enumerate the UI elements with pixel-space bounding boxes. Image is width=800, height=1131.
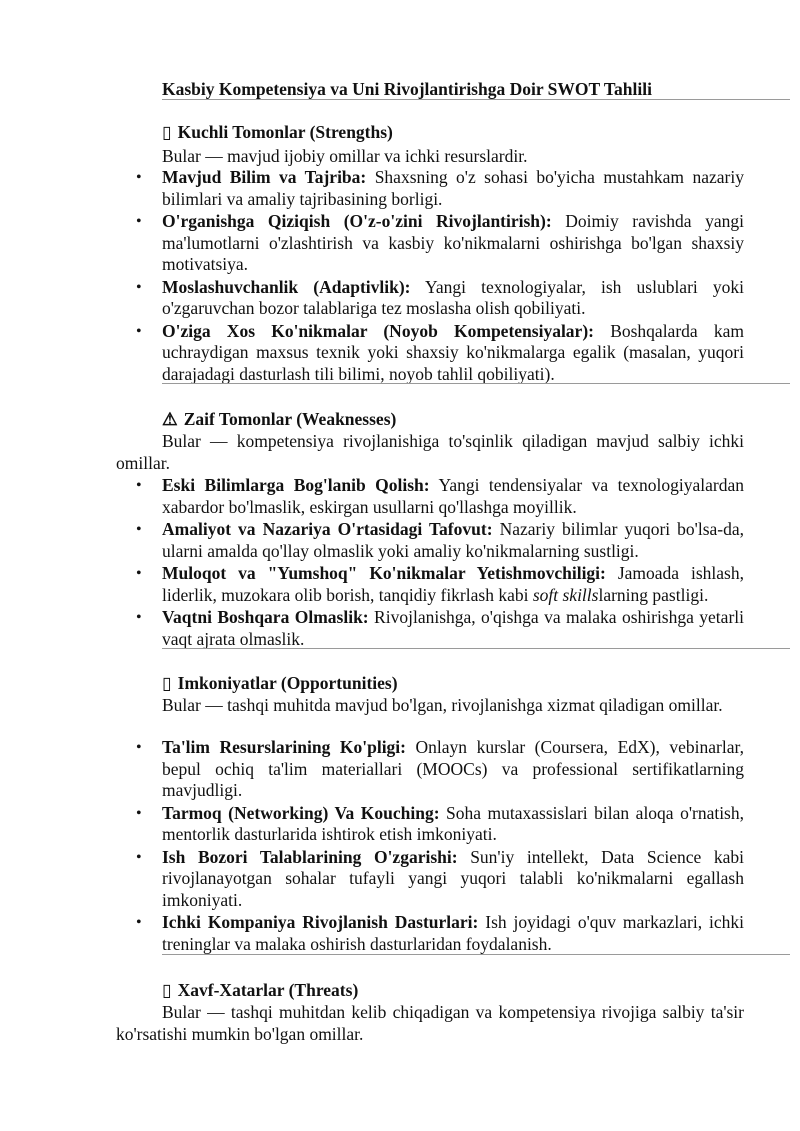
section-intro-strengths: Bular — mavjud ijobiy omillar va ichki resurslardir. bbox=[162, 146, 528, 166]
bullet-icon: • bbox=[136, 322, 142, 340]
bullet-icon: • bbox=[136, 804, 142, 822]
list-item: • Moslashuvchanlik (Adaptivlik): Yangi texnologiyalar, ish uslublari yoki o'zgaruvchan bozor talablariga tez moslasha olish qobiliyati. bbox=[136, 276, 744, 318]
bullet-icon: • bbox=[136, 565, 142, 582]
missing-glyph-icon: ▯ bbox=[162, 122, 172, 142]
list-item: • Ichki Kompaniya Rivojlanish Dasturlari: Ish joyidagi o'quv markazlari, ichki treninglar va malaka oshirish dasturlaridan foydalanish. bbox=[136, 912, 744, 954]
section-heading-strengths: ▯ Kuchli Tomonlar (Strengths) bbox=[162, 122, 393, 142]
list-item: • Ta'lim Resurslarining Ko'pligi: Onlayn kurslar (Coursera, EdX), vebinarlar, bepul ochiq ta'lim materiallari (MOOCs) va professional sertifikatlarning mavjudligi. bbox=[136, 737, 744, 800]
bullet-icon: • bbox=[136, 521, 142, 538]
list-item: • O'rganishga Qiziqish (O'z-o'zini Rivojlantirish): Doimiy ravishda yangi ma'lumotlarni o'zlashtirish va kasbiy ko'nikmalarni oshirishga bo'lgan shaxsiy motivatsiya. bbox=[136, 211, 744, 274]
list-item: • Mavjud Bilim va Tajriba: Shaxsning o'z sohasi bo'yicha mustahkam nazariy bilimlari va amaliy tajribasining borligi. bbox=[136, 167, 744, 209]
opportunities-list bbox=[136, 737, 744, 956]
strengths-list bbox=[136, 167, 744, 386]
list-item: • Muloqot va "Yumshoq" Ko'nikmalar Yetishmovchiligi: Jamoada ishlash, liderlik, muzokara olib borish, tanqidiy fikrlash kabi soft skillslarning pastligi. bbox=[136, 563, 744, 605]
section-intro-weaknesses: Bular — kompetensiya rivojlanishiga to'sqinlik qiladigan mavjud salbiy ichki omillar. bbox=[116, 431, 744, 473]
list-item: • Ish Bozori Talablarining O'zgarishi: Sun'iy intellekt, Data Science kabi rivojlanayotgan sohalar tufayli yangi yuqori talabli ko'nikmalarni egallash imkoniyati. bbox=[136, 846, 744, 910]
section-intro-threats: Bular — tashqi muhitdan kelib chiqadigan va kompetensiya rivojiga salbiy ta'sir ko'rsatishi mumkin bo'lgan omillar. bbox=[116, 1002, 744, 1044]
list-item: • Vaqtni Boshqara Olmaslik: Rivojlanishga, o'qishga va malaka oshirishga yetarli vaqt ajrata olmaslik. bbox=[136, 607, 744, 649]
bullet-icon: • bbox=[136, 477, 142, 494]
section-intro-opportunities: Bular — tashqi muhitda mavjud bo'lgan, rivojlanishga xizmat qiladigan omillar. bbox=[162, 695, 723, 715]
list-item: • O'ziga Xos Ko'nikmalar (Noyob Kompetensiyalar): Boshqalarda kam uchraydigan maxsus texnik yoki shaxsiy ko'nikmalarga egalik (masalan, yuqori darajadagi dasturlash tili bilimi, noyob tahlil qobiliyati). bbox=[136, 320, 744, 384]
missing-glyph-icon: ▯ bbox=[162, 673, 172, 693]
bullet-icon: • bbox=[136, 609, 142, 626]
bullet-icon: • bbox=[136, 848, 142, 866]
missing-glyph-icon: ▯ bbox=[162, 980, 172, 1000]
list-item: • Eski Bilimlarga Bog'lanib Qolish: Yangi tendensiyalar va texnologiyalardan xabardor bo'lmaslik, eskirgan usullarni qo'llashga moyillik. bbox=[136, 475, 744, 517]
bullet-icon: • bbox=[136, 278, 142, 296]
bullet-icon: • bbox=[136, 169, 142, 186]
list-item: • Tarmoq (Networking) Va Kouching: Soha mutaxassislari bilan aloqa o'rnatish, mentorlik dasturlarida ishtirok etish imkoniyati. bbox=[136, 802, 744, 844]
section-divider bbox=[162, 954, 790, 955]
bullet-icon: • bbox=[136, 213, 142, 230]
bullet-icon: • bbox=[136, 914, 142, 931]
bullet-icon: • bbox=[136, 739, 142, 756]
section-divider bbox=[162, 383, 790, 384]
list-item: • Amaliyot va Nazariya O'rtasidagi Tafovut: Nazariy bilimlar yuqori bo'lsa-da, ularni amalda qo'llay olmaslik yoki amaliy ko'nikmalarning sustligi. bbox=[136, 519, 744, 561]
section-heading-weaknesses: ⚠ Zaif Tomonlar (Weaknesses) bbox=[162, 409, 397, 429]
weaknesses-list bbox=[136, 475, 744, 651]
section-divider bbox=[162, 648, 790, 649]
section-heading-opportunities: ▯ Imkoniyatlar (Opportunities) bbox=[162, 673, 398, 693]
section-heading-threats: ▯ Xavf-Xatarlar (Threats) bbox=[162, 980, 359, 1000]
warning-icon: ⚠ bbox=[162, 409, 178, 429]
document-title: Kasbiy Kompetensiya va Uni Rivojlantirishga Doir SWOT Tahlili bbox=[162, 78, 790, 100]
